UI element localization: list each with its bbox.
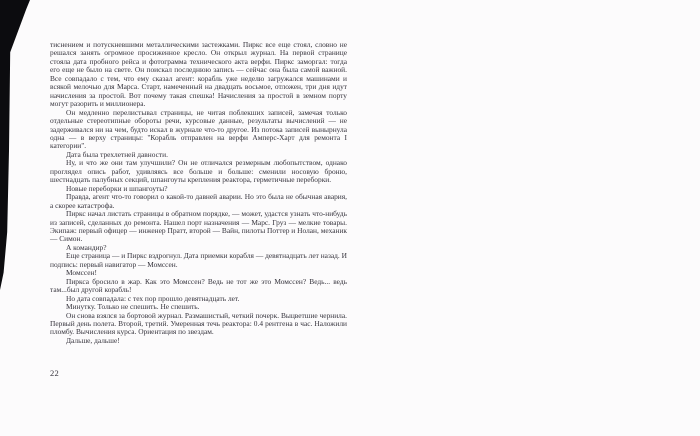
paragraph: А командир? <box>66 242 107 252</box>
paragraph: тиснением и потускневшими металлическими застежками. Пиркс все еще стоял, словно не решался занять огромное просиженное кресло. Он открыл журнал. На первой странице стояла дата пробного рейса и фотограмма технического акта верфи. Пиркс заморгал: тогда его еще не было на свете. Он поискал последнюю запись — сейчас она была самой важной. Все совпадало с тем, что ему сказал агент: корабль уже неделю загружался машинами и всякой мелочью для Марса. Старт, намеченный на двадцать восьмое, отложен, три дня идут начисления за простой. Вот почему такая спешка! Начисления за простой в земном порту могут разорить и миллионера. <box>50 40 347 109</box>
paragraph: Момссен! <box>66 268 97 278</box>
body-text <box>50 41 347 345</box>
right-page <box>370 0 700 436</box>
paragraph: Дальше, дальше! <box>66 335 120 345</box>
paragraph: Он медленно перелистывал страницы, не читая поблекших записей, замечая только отдельные стереотипные обороты речи, курсовые данные, результаты вычислений — не задерживался ни на чем, будто искал в журнале что-то другое. Из потока записей вынырнула одна — в верху страницы: "Корабль отправлен на верфи Амперс-Харт для ремонта I категории". <box>50 107 347 151</box>
paragraph: Пиркс начал листать страницы в обратном порядке, — может, удастся узнать что-нибудь из записей, сделанных до ремонта. Нашел порт назначения — Марс. Груз — мелкие товары. Экипаж: первый офицер — инженер Пратт, второй — Вайн, пилоты Поттер и Нолан, механик — Симон. <box>50 209 347 244</box>
paragraph: Дата была трехлетней давности. <box>66 149 168 159</box>
paragraph: Новые переборки и шпангоуты? <box>66 183 168 193</box>
paragraph: Пиркса бросило в жар. Как это Момссен? Ведь не тот же это Момссен? Ведь... ведь там...был другой корабль! <box>50 276 347 295</box>
paragraph: Еще страница — и Пиркс вздрогнул. Дата приемки корабля — девятнадцать лет назад. И подпись: первый навигатор — Момссен. <box>50 251 347 269</box>
paragraph: Но дата совпадала: с тех пор прошло девятнадцать лет. <box>66 293 240 303</box>
paragraph: Ну, и что же они там улучшили? Он не отличался резмерным любопытством, однако проглядел опись работ, удивляясь все больше и больше: сменили носовую броню, шестнадцать палубных секций, шпангоуты крепления реактора, герметичные переборки. <box>50 158 347 185</box>
paragraph: Он снова взялся за бортовой журнал. Размашистый, четкий почерк. Выцветшие чернила. Первый день полета. Второй, третий. Умеренная течь реактора: 0.4 рентгена в час. Наложили пломбу. Вычисления курса. Ориентация по звездам. <box>50 310 347 337</box>
paragraph: Минутку. Только не спешить. Не спешить. <box>66 302 200 312</box>
paragraph: Правда, агент что-то говорил о какой-то давней аварии. Но это была не обычная авария, а скорее катастрофа. <box>50 192 347 210</box>
page-number: 22 <box>50 368 60 378</box>
